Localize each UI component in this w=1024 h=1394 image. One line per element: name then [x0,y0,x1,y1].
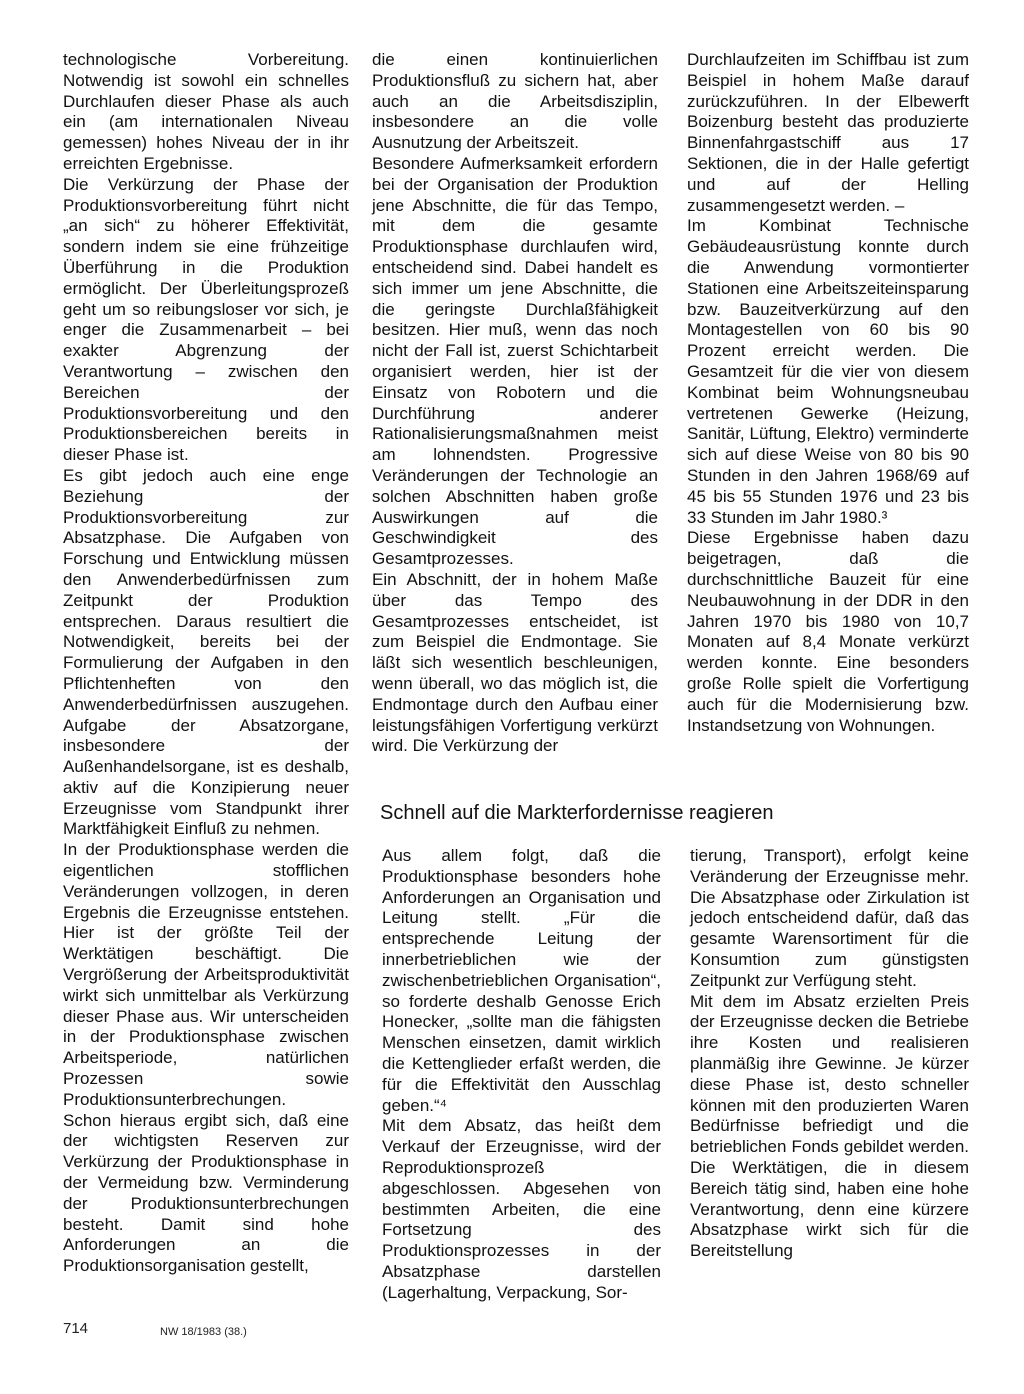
text-column-5 [690,846,969,1262]
paragraph: Besondere Aufmerksamkeit erfordern bei der Organisation der Produktion jene Abschnitte, die für das Tempo, mit dem die gesamte Produktionsphase durchlaufen wird, entscheidend sind. Dabei handelt es sich immer um jene Abschnitte, die die geringste Durchlaßfähigkeit besitzen. Hier muß, wenn das noch nicht der Fall ist, zuerst Schichtarbeit organisiert werden, hier ist der Einsatz von Robotern und die Durchführung anderer Rationalisierungsmaßnahmen meist am lohnendsten. Progressive Veränderungen der Technologie an solchen Abschnitten haben große Auswirkungen auf die Geschwindigkeit des Gesamtprozesses. [372,153,658,569]
journal-reference: NW 18/1983 (38.) [160,1326,247,1338]
paragraph: Mit dem im Absatz erzielten Preis der Erzeugnisse decken die Betriebe ihre Kosten und realisieren planmäßig ihre Gewinne. Je kürzer diese Phase ist, desto schneller können mit den produzierten Waren Bedürfnisse befriedigt und die betrieblichen Fonds gebildet werden. Die Werktätigen, die in diesem Bereich tätig sind, haben eine hohe Verantwortung, denn eine kürzere Absatzphase wirkt sich für die Bereitstellung [690,991,969,1261]
paragraph: Aus allem folgt, daß die Produktionsphase besonders hohe Anforderungen an Organisation und Leitung stellt. „Für die entsprechende Leitung der innerbetrieblichen wie der zwischenbetrieblichen Organisation“, so forderte deshalb Genosse Erich Honecker, „sollte man die fähigsten Menschen einsetzen, damit wirklich die Kettenglieder erfaßt werden, die für die Effektivität den Ausschlag geben.“⁴ [382,846,661,1115]
paragraph: Durchlaufzeiten im Schiffbau ist zum Beispiel in hohem Maße darauf zurückzuführen. In der Elbewerft Boizenburg besteht das produzierte Binnenfahrgastschiff aus 17 Sektionen, die in der Halle gefertigt und auf der Helling zusammengesetzt werden. – [687,50,969,215]
paragraph: In der Produktionsphase werden die eigentlichen stofflichen Veränderungen vollzogen, in deren Ergebnis die Erzeugnisse entstehen. Hier ist der größte Teil der Werktätigen beschäftigt. Die Vergrößerung der Arbeitsproduktivität wirkt sich unmittelbar als Verkürzung dieser Phase aus. Wir unterscheiden in der Produktionsphase zwischen Arbeitsperiode, natürlichen Prozessen sowie Produktionsunterbrechungen. [63,840,349,1109]
paragraph: Es gibt jedoch auch eine enge Beziehung der Produktionsvorbereitung zur Absatzphase. Die Aufgaben von Forschung und Entwicklung müssen den Anwenderbedürfnissen zum Zeitpunkt der Produktion entsprechen. Daraus resultiert die Notwendigkeit, bereits bei der Formulierung der Aufgaben in den Pflichtenheften von den Anwenderbedürfnissen auszugehen. Aufgabe der Absatzorgane, insbesondere der Außenhandelsorgane, ist es deshalb, aktiv auf die Konzipierung neuer Erzeugnisse vom Standpunkt ihrer Marktfähigkeit Einfluß zu nehmen. [63,465,349,839]
paragraph: Die Verkürzung der Phase der Produktionsvorbereitung führt nicht „an sich“ zu höherer Effektivität, sondern indem sie eine frühzeitige Überführung in die Produktion ermöglicht. Der Überleitungsprozeß geht um so reibungsloser vor sich, je enger die Zusammenarbeit – bei exakter Abgrenzung der Verantwortung – zwischen den Bereichen der Produktionsvorbereitung und den Produktionsbereichen bereits in dieser Phase ist. [63,174,349,465]
section-heading: Schnell auf die Markterfordernisse reagieren [380,802,774,824]
text-column-1 [63,50,349,1277]
paragraph: technologische Vorbereitung. Notwendig ist sowohl ein schnelles Durchlaufen dieser Phase als auch ein (am internationalen Niveau gemessen) hohes Niveau der in ihr erreichten Ergebnisse. [63,50,349,173]
text-column-2 [372,50,658,757]
text-column-3 [687,50,969,736]
paragraph: Ein Abschnitt, der in hohem Maße über das Tempo des Gesamtprozesses entscheidet, ist zum Beispiel die Endmontage. Sie läßt sich wesentlich beschleunigen, wenn überall, wo das möglich ist, die Endmontage durch den Aufbau einer leistungsfähigen Vorfertigung verkürzt wird. Die Verkürzung der [372,569,658,756]
text-column-4 [382,846,661,1304]
paragraph: Schon hieraus ergibt sich, daß eine der wichtigsten Reserven zur Verkürzung der Produktionsphase in der Vermeidung bzw. Verminderung der Produktionsunterbrechungen besteht. Damit sind hohe Anforderungen an die Produktionsorganisation gestellt, [63,1110,349,1276]
paragraph: Diese Ergebnisse haben dazu beigetragen, daß die durchschnittliche Bauzeit für eine Neubauwohnung in der DDR in den Jahren 1970 bis 1980 von 10,7 Monaten auf 8,4 Monate verkürzt werden konnte. Eine besonders große Rolle spielt die Vorfertigung auch für die Modernisierung bzw. Instandsetzung von Wohnungen. [687,528,969,735]
paragraph: Mit dem Absatz, das heißt dem Verkauf der Erzeugnisse, wird der Reproduktionsprozeß abgeschlossen. Abgesehen von bestimmten Arbeiten, die eine Fortsetzung des Produktionsprozesses in der Absatzphase darstellen (Lagerhaltung, Verpackung, Sor- [382,1116,661,1302]
paragraph: die einen kontinuierlichen Produktionsfluß zu sichern hat, aber auch an die Arbeitsdisziplin, insbesondere an die volle Ausnutzung der Arbeitszeit. [372,50,658,153]
page-number: 714 [63,1320,89,1337]
paragraph: Im Kombinat Technische Gebäudeausrüstung konnte durch die Anwendung vormontierter Stationen eine Arbeitszeiteinsparung bzw. Bauzeitverkürzung auf den Montagestellen von 60 bis 90 Prozent erreicht werden. Die Gesamtzeit für die vier von diesem Kombinat beim Wohnungsneubau vertretenen Gewerke (Heizung, Sanitär, Lüftung, Elektro) verminderte sich auf diese Weise von 80 bis 90 Stunden in den Jahren 1968/69 auf 45 bis 55 Stunden 1976 und 23 bis 33 Stunden im Jahr 1980.³ [687,216,969,527]
paragraph: tierung, Transport), erfolgt keine Veränderung der Erzeugnisse mehr. Die Absatzphase oder Zirkulation ist jedoch entscheidend dafür, daß das gesamte Warensortiment für die Konsumtion zum günstigsten Zeitpunkt zur Verfügung steht. [690,846,969,990]
